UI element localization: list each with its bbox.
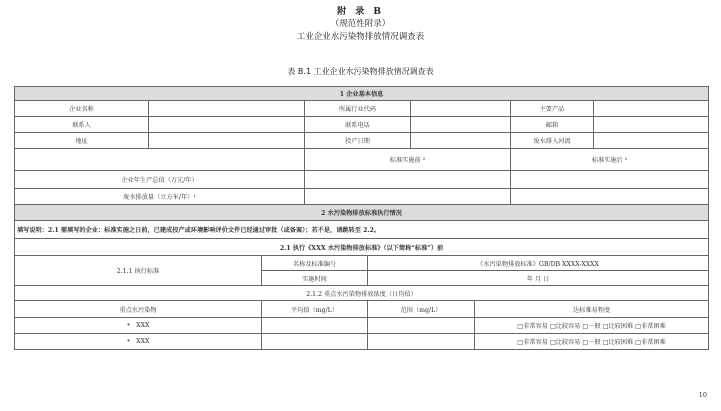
page-number: 10 bbox=[698, 391, 707, 399]
address-field[interactable] bbox=[149, 133, 305, 149]
impl-time-label: 实施时间 bbox=[262, 271, 368, 286]
main-product-field[interactable] bbox=[594, 101, 709, 117]
col-difficulty: 达标难易程度 bbox=[475, 301, 709, 318]
main-product-label: 主要产品 bbox=[511, 101, 594, 117]
concentration-title: 2.1.2 重点水污染物排放浓度（日均值） bbox=[15, 286, 709, 301]
table-row bbox=[15, 301, 709, 318]
annual-output-after-field[interactable] bbox=[511, 171, 709, 189]
contact-label: 联系人 bbox=[15, 117, 149, 133]
table-row bbox=[15, 149, 709, 171]
pollutant-average-field[interactable] bbox=[262, 334, 368, 350]
receiving-river-label: 废水排入河流 bbox=[511, 133, 594, 149]
pollutant-name: • XXX bbox=[15, 318, 262, 334]
annual-output-before-field[interactable] bbox=[305, 171, 511, 189]
name-code-label: 名称及标准编号 bbox=[262, 256, 368, 271]
annual-output-label: 企业年生产总值（万元/年） bbox=[15, 171, 305, 189]
wastewater-discharge-before-field[interactable] bbox=[305, 189, 511, 205]
name-code-value: 《水污染物排放标准》GB/DB XXXX-XXXX bbox=[368, 256, 709, 271]
table-row bbox=[15, 117, 709, 133]
receiving-river-field[interactable] bbox=[594, 133, 709, 149]
survey-table bbox=[14, 86, 709, 350]
industry-code-label: 所属行业代码 bbox=[305, 101, 411, 117]
impl-time-value: 年 月 日 bbox=[368, 271, 709, 286]
std-before-header: 标准实施前 ² bbox=[305, 149, 511, 171]
table-row bbox=[15, 133, 709, 149]
phone-field[interactable] bbox=[411, 117, 511, 133]
blank-corner bbox=[15, 149, 305, 171]
section2-title: 2 水污染物排放标准执行情况 bbox=[15, 205, 709, 221]
contact-field[interactable] bbox=[149, 117, 305, 133]
pollutant-average-field[interactable] bbox=[262, 318, 368, 334]
wastewater-discharge-label: 废水排放量（立方米/年）¹ bbox=[15, 189, 305, 205]
std-after-header: 标准实施后 ² bbox=[511, 149, 709, 171]
table-row bbox=[15, 256, 709, 271]
col-range: 范围（mg/L） bbox=[368, 301, 475, 318]
email-field[interactable] bbox=[594, 117, 709, 133]
pollutant-name: • XXX bbox=[15, 334, 262, 350]
difficulty-checkboxes[interactable]: □非常容易 □比较容易 □一般 □比较困难 □非常困难 bbox=[475, 334, 709, 350]
col-pollutant: 重点水污染物 bbox=[15, 301, 262, 318]
appendix-name: 工业企业水污染物排放情况调查表 bbox=[296, 32, 425, 42]
pollutant-range-field[interactable] bbox=[368, 318, 475, 334]
difficulty-checkboxes[interactable]: □非常容易 □比较容易 □一般 □比较困难 □非常困难 bbox=[475, 318, 709, 334]
table-row bbox=[15, 334, 709, 350]
col-average: 平均值（mg/L） bbox=[262, 301, 368, 318]
pollutant-range-field[interactable] bbox=[368, 334, 475, 350]
appendix-subtitle: （规范性附录） bbox=[330, 19, 391, 29]
section1-title: 1 企业基本信息 bbox=[15, 87, 709, 101]
executed-standard-label: 2.1.1 执行标准 bbox=[15, 256, 262, 286]
table-row bbox=[15, 171, 709, 189]
table-row bbox=[15, 101, 709, 117]
subsection-2-1-title: 2.1 执行《XXX 水污染物排放标准》（以下简称“标准”）前 bbox=[15, 239, 709, 256]
start-date-label: 投产日期 bbox=[305, 133, 411, 149]
table-row bbox=[15, 318, 709, 334]
email-label: 邮箱 bbox=[511, 117, 594, 133]
table-row bbox=[15, 189, 709, 205]
industry-code-field[interactable] bbox=[411, 101, 511, 117]
phone-label: 联系电话 bbox=[305, 117, 411, 133]
start-date-field[interactable] bbox=[411, 133, 511, 149]
company-name-field[interactable] bbox=[149, 101, 305, 117]
fill-instruction-note: 填写说明：2.1 需填写的企业：标准实施之日前，已建成投产或环境影响评价文件已经通过审批（或备案）；若不是，请跳转至 2.2。 bbox=[15, 221, 709, 239]
address-label: 地址 bbox=[15, 133, 149, 149]
table-caption: 表 B.1 工业企业水污染物排放情况调查表 bbox=[287, 67, 434, 76]
appendix-title: 附 录 B bbox=[337, 7, 384, 17]
company-name-label: 企业名称 bbox=[15, 101, 149, 117]
wastewater-discharge-after-field[interactable] bbox=[511, 189, 709, 205]
